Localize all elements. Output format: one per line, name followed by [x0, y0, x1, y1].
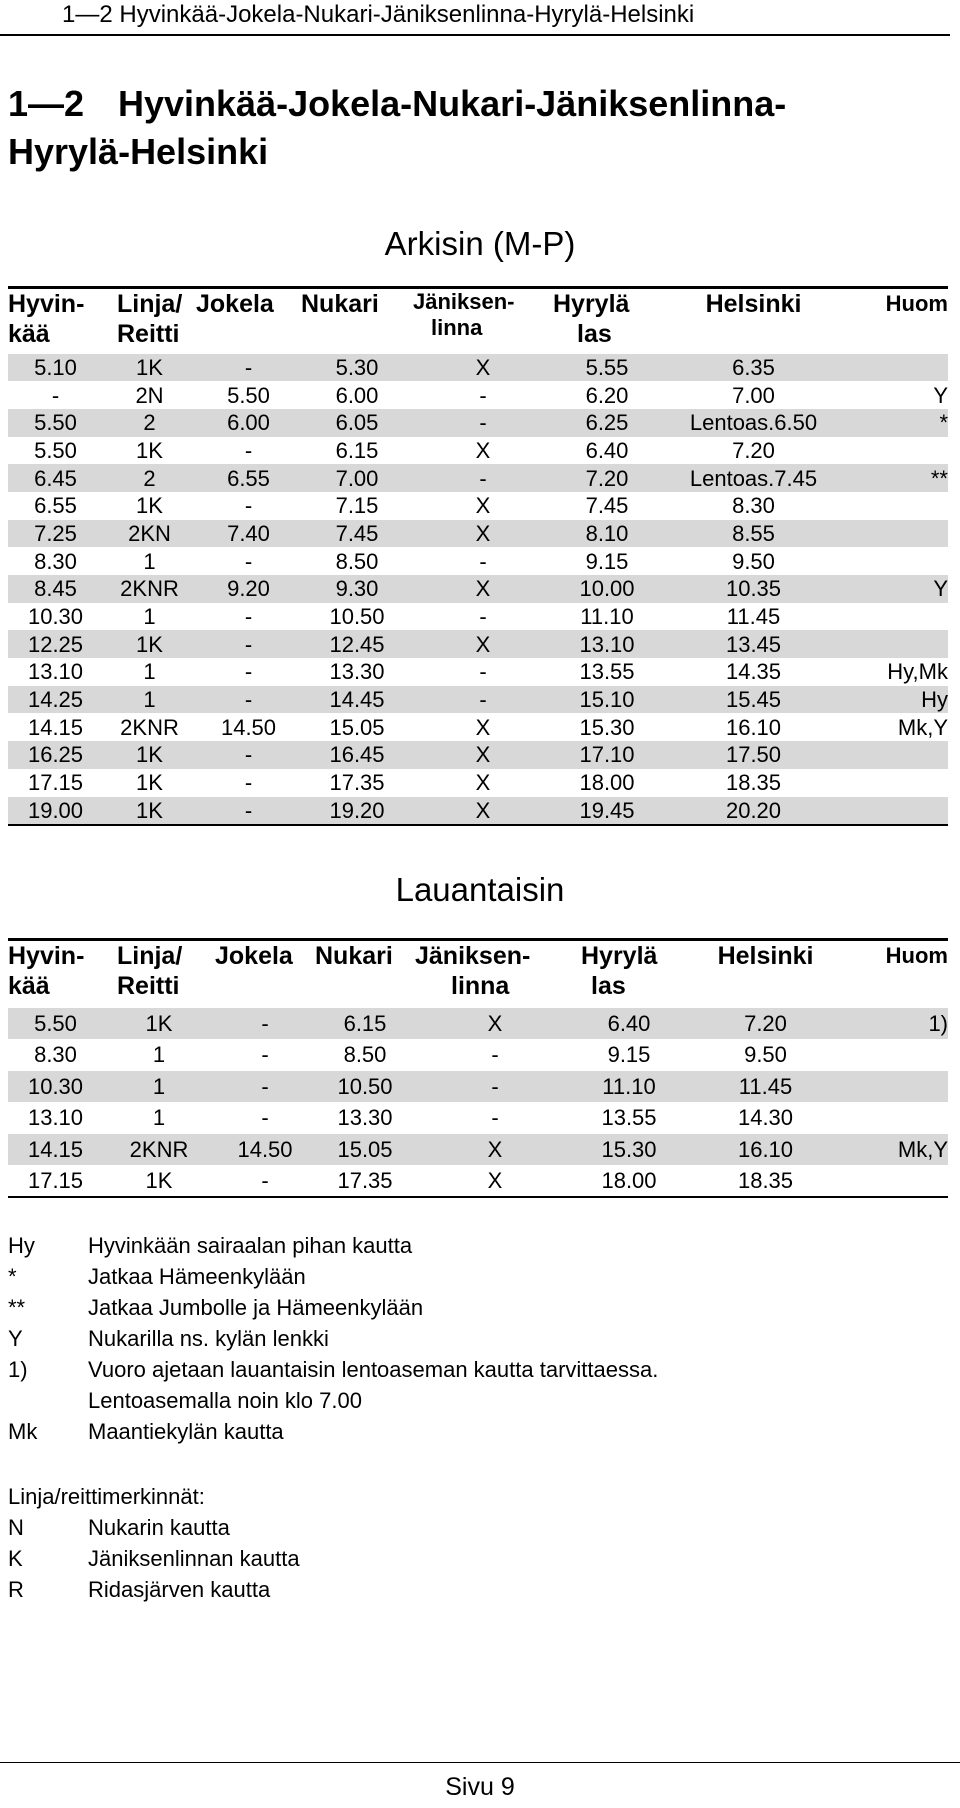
- cell-jokela: 9.20: [196, 575, 301, 603]
- running-header: 1—2 Hyvinkää-Jokela-Nukari-Jäniksenlinna-Hyrylä-Helsinki: [62, 1, 695, 28]
- cell-janiksenlinna: -: [479, 548, 487, 574]
- cell-linja: 1K: [103, 1008, 215, 1040]
- cell-nukari: 19.20: [301, 797, 413, 825]
- list-item: [8, 1574, 948, 1605]
- cell-linja: 2: [103, 409, 196, 437]
- col-jokela: Jokela: [196, 288, 301, 354]
- list-item: [8, 1230, 948, 1261]
- col-helsinki: Helsinki: [683, 940, 848, 1008]
- cell-nukari: 8.50: [335, 548, 379, 574]
- cell-nukari: 6.15: [315, 1008, 415, 1040]
- cell-janiksenlinna: -: [413, 686, 553, 714]
- cell-huom: Y: [933, 382, 948, 408]
- cell-janiksenlinna: -: [413, 464, 553, 492]
- cell-hyryla: 15.10: [553, 686, 661, 714]
- cell-jokela: 6.55: [196, 464, 301, 492]
- col-hyryla-line2: las: [591, 972, 626, 1000]
- cell-helsinki: 9.50: [744, 1042, 787, 1068]
- cell-hyvinkaa: 17.15: [27, 770, 84, 796]
- document-title: [8, 80, 908, 176]
- cell-helsinki: 13.45: [661, 630, 846, 658]
- cell-helsinki: 15.45: [661, 686, 846, 714]
- header-rule: [0, 34, 950, 36]
- cell-jokela: 14.50: [215, 1134, 315, 1166]
- cell-huom: 1): [848, 1008, 948, 1040]
- table-row: [8, 1102, 948, 1134]
- cell-helsinki: 7.20: [683, 1008, 848, 1040]
- list-item: [8, 1354, 948, 1385]
- cell-helsinki: 7.20: [732, 437, 775, 463]
- page-number: Sivu 9: [445, 1773, 515, 1801]
- cell-linja: 1K: [103, 354, 196, 382]
- cell-helsinki: 7.00: [732, 382, 775, 408]
- cell-huom: [848, 1102, 948, 1134]
- title-line-1: [8, 80, 908, 128]
- cell-helsinki: Lentoas.6.50: [661, 409, 846, 437]
- cell-nukari: 17.35: [315, 1165, 415, 1197]
- cell-hyvinkaa: 8.30: [34, 1042, 77, 1068]
- col-hyvinkaa-line2: kää: [8, 320, 50, 348]
- cell-janiksenlinna: X: [415, 1008, 575, 1040]
- cell-helsinki: 8.30: [732, 493, 775, 519]
- list-item-text: Jäniksenlinnan kautta: [88, 1546, 300, 1571]
- cell-huom: [846, 630, 948, 658]
- cell-janiksenlinna: -: [415, 1071, 575, 1103]
- cell-nukari: 7.00: [301, 464, 413, 492]
- col-hyvinkaa-line2: kää: [8, 972, 50, 1000]
- list-item-code: N: [8, 1515, 24, 1540]
- cell-jokela: 6.00: [196, 409, 301, 437]
- route-markings-list: [8, 1512, 948, 1605]
- cell-jokela: -: [196, 686, 301, 714]
- cell-nukari: 9.30: [301, 575, 413, 603]
- table-row: [8, 658, 948, 686]
- cell-linja: 1K: [103, 1165, 215, 1197]
- cell-nukari: 6.05: [301, 409, 413, 437]
- saturday-rows: [8, 1008, 948, 1198]
- cell-hyvinkaa: 14.25: [8, 686, 103, 714]
- col-hyvinkaa: [8, 288, 103, 354]
- cell-hyryla: 13.55: [579, 659, 635, 685]
- col-hyvinkaa-line1: Hyvin-: [8, 290, 85, 318]
- cell-nukari: 10.50: [329, 604, 385, 630]
- cell-helsinki: 20.20: [661, 797, 846, 825]
- cell-hyvinkaa: 7.25: [8, 520, 103, 548]
- cell-nukari: 5.30: [301, 354, 413, 382]
- list-item: [8, 1323, 948, 1354]
- cell-jokela: -: [196, 797, 301, 825]
- cell-linja: 1K: [103, 630, 196, 658]
- cell-nukari: 16.45: [301, 741, 413, 769]
- table-row: [8, 492, 948, 520]
- cell-helsinki: 11.45: [726, 604, 781, 630]
- table-row: [8, 437, 948, 465]
- col-janiksenlinna-line1: Jäniksen-: [413, 289, 515, 314]
- cell-janiksenlinna: -: [479, 604, 487, 630]
- cell-huom: [846, 769, 948, 797]
- legend: [8, 1230, 948, 1447]
- cell-linja: 2KN: [103, 520, 196, 548]
- cell-jokela: -: [244, 770, 253, 796]
- cell-huom: Hy,Mk: [887, 659, 948, 685]
- cell-helsinki: 17.50: [661, 741, 846, 769]
- cell-hyryla: 6.25: [553, 409, 661, 437]
- cell-linja: 1: [103, 1071, 215, 1103]
- table-row: [8, 547, 948, 575]
- list-item-code: Hy: [8, 1233, 35, 1258]
- cell-hyryla: 7.20: [553, 464, 661, 492]
- cell-hyvinkaa: 14.15: [8, 1134, 103, 1166]
- list-item-text: Jatkaa Jumbolle ja Hämeenkylään: [88, 1295, 424, 1320]
- list-item-text: Jatkaa Hämeenkylään: [88, 1264, 306, 1289]
- cell-huom: [848, 1071, 948, 1103]
- cell-jokela: -: [244, 493, 253, 519]
- list-item-code: Y: [8, 1326, 23, 1351]
- cell-hyvinkaa: 10.30: [27, 604, 84, 630]
- col-janiksenlinna: [415, 940, 575, 1008]
- col-janiksenlinna-line2: linna: [451, 972, 510, 1000]
- table-row: [8, 797, 948, 825]
- cell-nukari: 13.30: [329, 659, 385, 685]
- table-row: [8, 575, 948, 603]
- col-hyryla-line2: las: [577, 320, 612, 348]
- cell-janiksenlinna: X: [413, 354, 553, 382]
- list-item-code: **: [8, 1295, 26, 1320]
- table-row: [8, 1039, 948, 1071]
- cell-jokela: -: [244, 548, 253, 574]
- table-row: [8, 381, 948, 409]
- cell-janiksenlinna: X: [413, 630, 553, 658]
- cell-helsinki: 14.35: [725, 659, 782, 685]
- table-row: [8, 1008, 948, 1040]
- col-jokela: Jokela: [215, 940, 315, 1008]
- cell-hyryla: 13.55: [601, 1105, 657, 1131]
- cell-huom: Hy: [846, 686, 948, 714]
- cell-nukari: 14.45: [301, 686, 413, 714]
- cell-linja: 1K: [136, 770, 163, 796]
- cell-nukari: 6.00: [335, 382, 379, 408]
- cell-linja: 1: [103, 686, 196, 714]
- table-row: [8, 686, 948, 714]
- cell-jokela: -: [244, 659, 253, 685]
- cell-helsinki: 6.35: [661, 354, 846, 382]
- list-item-text: Ridasjärven kautta: [88, 1577, 271, 1602]
- cell-hyvinkaa: 6.45: [8, 464, 103, 492]
- cell-hyryla: 11.10: [580, 604, 634, 630]
- list-item-code: [8, 1385, 88, 1416]
- cell-hyryla: 9.15: [607, 1042, 651, 1068]
- list-item: [8, 1385, 948, 1416]
- cell-hyryla: 18.00: [579, 770, 635, 796]
- table-row: [8, 603, 948, 631]
- cell-huom: [846, 354, 948, 382]
- cell-huom: [848, 1039, 948, 1071]
- cell-huom: **: [846, 464, 948, 492]
- cell-nukari: 8.50: [343, 1042, 387, 1068]
- cell-helsinki: Lentoas.7.45: [661, 464, 846, 492]
- cell-huom: Mk,Y: [897, 714, 948, 740]
- cell-jokela: -: [244, 437, 253, 463]
- cell-jokela: -: [196, 741, 301, 769]
- col-hyryla-line1: Hyrylä: [581, 942, 658, 970]
- cell-hyryla: 7.45: [585, 493, 629, 519]
- cell-hyvinkaa: 8.30: [34, 548, 77, 574]
- cell-huom: [846, 797, 948, 825]
- table-row: [8, 630, 948, 658]
- cell-huom: [846, 741, 948, 769]
- cell-hyvinkaa: 13.10: [27, 1105, 84, 1131]
- table-row: [8, 520, 948, 548]
- cell-janiksenlinna: X: [475, 714, 491, 740]
- cell-hyryla: 15.30: [579, 714, 635, 740]
- cell-helsinki: 9.50: [732, 548, 775, 574]
- cell-hyryla: 8.10: [553, 520, 661, 548]
- list-item-code: R: [8, 1577, 24, 1602]
- cell-nukari: 10.50: [315, 1071, 415, 1103]
- cell-nukari: 15.05: [315, 1134, 415, 1166]
- col-hyvinkaa-line1: Hyvin-: [8, 942, 85, 970]
- cell-jokela: -: [215, 1165, 315, 1197]
- table-row: [8, 1071, 948, 1103]
- cell-linja: 2KNR: [103, 575, 196, 603]
- cell-hyryla: 10.00: [553, 575, 661, 603]
- cell-janiksenlinna: X: [475, 770, 491, 796]
- cell-janiksenlinna: X: [413, 520, 553, 548]
- cell-jokela: -: [261, 1105, 269, 1131]
- list-item: [8, 1416, 948, 1447]
- cell-hyvinkaa: -: [51, 382, 60, 408]
- weekday-timetable: [8, 286, 948, 826]
- col-janiksenlinna: [413, 288, 553, 354]
- cell-nukari: 12.45: [301, 630, 413, 658]
- cell-nukari: 6.15: [335, 437, 379, 463]
- col-huom: Huom: [848, 940, 948, 1008]
- cell-hyvinkaa: 8.45: [8, 575, 103, 603]
- cell-jokela: 14.50: [220, 714, 277, 740]
- list-item-text: Lentoasemalla noin klo 7.00: [88, 1388, 362, 1413]
- table-row: [8, 1165, 948, 1197]
- col-janiksenlinna-line2: linna: [431, 315, 483, 340]
- cell-huom: [846, 520, 948, 548]
- cell-helsinki: 18.35: [683, 1165, 848, 1197]
- cell-helsinki: 11.45: [683, 1071, 848, 1103]
- cell-nukari: 17.35: [329, 770, 385, 796]
- cell-hyvinkaa: 17.15: [8, 1165, 103, 1197]
- cell-linja: 1K: [136, 437, 163, 463]
- cell-hyvinkaa: 14.15: [27, 714, 84, 740]
- cell-huom: [846, 492, 948, 520]
- cell-janiksenlinna: X: [475, 437, 491, 463]
- cell-hyryla: 13.10: [553, 630, 661, 658]
- col-nukari: Nukari: [301, 288, 413, 354]
- cell-janiksenlinna: X: [413, 741, 553, 769]
- cell-hyryla: 6.40: [575, 1008, 683, 1040]
- col-hyryla: [575, 940, 683, 1008]
- cell-linja: 2: [103, 464, 196, 492]
- list-item: [8, 1261, 948, 1292]
- list-item-code: *: [8, 1264, 17, 1289]
- weekday-heading: Arkisin (M-P): [384, 225, 576, 262]
- col-linja-line2: Reitti: [117, 320, 180, 348]
- route-number: 1—2: [8, 83, 85, 124]
- route-markings: [8, 1481, 948, 1605]
- cell-janiksenlinna: -: [479, 659, 487, 685]
- col-hyryla: [553, 288, 661, 354]
- col-hyvinkaa: [8, 940, 103, 1008]
- cell-hyvinkaa: 5.10: [8, 354, 103, 382]
- cell-nukari: 15.05: [329, 714, 385, 740]
- cell-hyryla: 6.20: [585, 382, 629, 408]
- cell-hyvinkaa: 16.25: [8, 741, 103, 769]
- cell-huom: *: [846, 409, 948, 437]
- title-text-1: Hyvinkää-Jokela-Nukari-Jäniksenlinna-: [118, 83, 787, 124]
- col-linja-line1: Linja/: [117, 942, 183, 970]
- cell-huom: [846, 547, 948, 575]
- cell-huom: [846, 603, 948, 631]
- col-nukari: Nukari: [315, 940, 415, 1008]
- cell-janiksenlinna: -: [413, 409, 553, 437]
- saturday-timetable: [8, 938, 948, 1198]
- cell-linja: 1: [152, 1105, 166, 1131]
- cell-huom: Y: [846, 575, 948, 603]
- cell-hyryla: 6.40: [585, 437, 629, 463]
- table-row: [8, 464, 948, 492]
- cell-jokela: -: [261, 1042, 269, 1068]
- list-item: [8, 1292, 948, 1323]
- cell-nukari: 7.45: [301, 520, 413, 548]
- cell-hyryla: 11.10: [575, 1071, 683, 1103]
- cell-hyvinkaa: 12.25: [8, 630, 103, 658]
- cell-helsinki: 16.10: [725, 714, 782, 740]
- cell-hyryla: 19.45: [553, 797, 661, 825]
- col-linja-line1: Linja/: [117, 290, 183, 318]
- cell-janiksenlinna: X: [413, 575, 553, 603]
- cell-jokela: -: [196, 630, 301, 658]
- cell-hyryla: 5.55: [553, 354, 661, 382]
- table-row: [8, 354, 948, 382]
- cell-hyvinkaa: 10.30: [8, 1071, 103, 1103]
- list-item-text: Nukarin kautta: [88, 1515, 230, 1540]
- cell-linja: 1: [143, 659, 156, 685]
- cell-jokela: -: [196, 354, 301, 382]
- cell-jokela: -: [215, 1008, 315, 1040]
- table-row: [8, 741, 948, 769]
- cell-huom: [846, 437, 948, 465]
- cell-helsinki: 14.30: [737, 1105, 794, 1131]
- saturday-heading: Lauantaisin: [395, 871, 565, 908]
- cell-janiksenlinna: -: [491, 1042, 499, 1068]
- cell-hyryla: 17.10: [553, 741, 661, 769]
- cell-linja: 1: [143, 604, 156, 630]
- list-item-code: Mk: [8, 1419, 38, 1444]
- cell-jokela: 7.40: [196, 520, 301, 548]
- cell-hyvinkaa: 19.00: [8, 797, 103, 825]
- cell-helsinki: 18.35: [725, 770, 782, 796]
- cell-jokela: 5.50: [227, 382, 270, 408]
- cell-linja: 1K: [103, 741, 196, 769]
- cell-linja: 2KNR: [103, 1134, 215, 1166]
- cell-hyvinkaa: 13.10: [27, 659, 84, 685]
- cell-nukari: 7.15: [335, 493, 379, 519]
- list-item-code: 1): [8, 1357, 28, 1382]
- route-markings-heading: Linja/reittimerkinnät:: [8, 1484, 205, 1509]
- list-item: [8, 1512, 948, 1543]
- list-item-text: Nukarilla ns. kylän lenkki: [88, 1326, 329, 1351]
- col-linja-line2: Reitti: [117, 972, 180, 1000]
- cell-janiksenlinna: X: [415, 1165, 575, 1197]
- cell-linja: 1K: [103, 797, 196, 825]
- cell-hyryla: 15.30: [575, 1134, 683, 1166]
- cell-hyryla: 9.15: [585, 548, 629, 574]
- weekday-header-row: [8, 288, 948, 354]
- cell-hyvinkaa: 6.55: [34, 493, 77, 519]
- cell-hyvinkaa: 5.50: [8, 1008, 103, 1040]
- weekday-rows: [8, 354, 948, 825]
- table-row: [8, 1134, 948, 1166]
- col-linja: [103, 288, 196, 354]
- cell-helsinki: 8.55: [661, 520, 846, 548]
- cell-linja: 1K: [136, 493, 163, 519]
- list-item-code: K: [8, 1546, 23, 1571]
- cell-nukari: 13.30: [337, 1105, 393, 1131]
- col-hyryla-line1: Hyrylä: [553, 290, 630, 318]
- cell-hyvinkaa: 5.50: [8, 409, 103, 437]
- list-item: [8, 1543, 948, 1574]
- table-row: [8, 713, 948, 741]
- col-janiksenlinna-line1: Jäniksen-: [415, 942, 531, 970]
- cell-linja: 2KNR: [120, 714, 179, 740]
- list-item-text: Vuoro ajetaan lauantaisin lentoaseman kautta tarvittaessa.: [88, 1357, 659, 1382]
- cell-jokela: -: [215, 1071, 315, 1103]
- cell-janiksenlinna: X: [413, 797, 553, 825]
- cell-janiksenlinna: -: [479, 382, 487, 408]
- cell-huom: [848, 1165, 948, 1197]
- cell-hyryla: 18.00: [575, 1165, 683, 1197]
- col-helsinki: Helsinki: [661, 288, 846, 354]
- list-item-text: Hyvinkään sairaalan pihan kautta: [88, 1233, 413, 1258]
- cell-helsinki: 10.35: [661, 575, 846, 603]
- cell-jokela: -: [244, 604, 253, 630]
- table-row: [8, 769, 948, 797]
- cell-hyvinkaa: 5.50: [34, 437, 77, 463]
- cell-janiksenlinna: -: [491, 1105, 499, 1131]
- cell-janiksenlinna: X: [415, 1134, 575, 1166]
- cell-linja: 1: [152, 1042, 166, 1068]
- cell-linja: 1: [143, 548, 156, 574]
- col-linja: [103, 940, 215, 1008]
- cell-helsinki: 16.10: [683, 1134, 848, 1166]
- cell-linja: 2N: [135, 382, 164, 408]
- col-huom: Huom: [846, 288, 948, 354]
- cell-huom: Mk,Y: [848, 1134, 948, 1166]
- title-line-2: Hyrylä-Helsinki: [8, 131, 269, 172]
- saturday-header-row: [8, 940, 948, 1008]
- footer-rule: [0, 1762, 960, 1763]
- list-item-text: Maantiekylän kautta: [88, 1419, 284, 1444]
- cell-janiksenlinna: X: [475, 493, 491, 519]
- table-row: [8, 409, 948, 437]
